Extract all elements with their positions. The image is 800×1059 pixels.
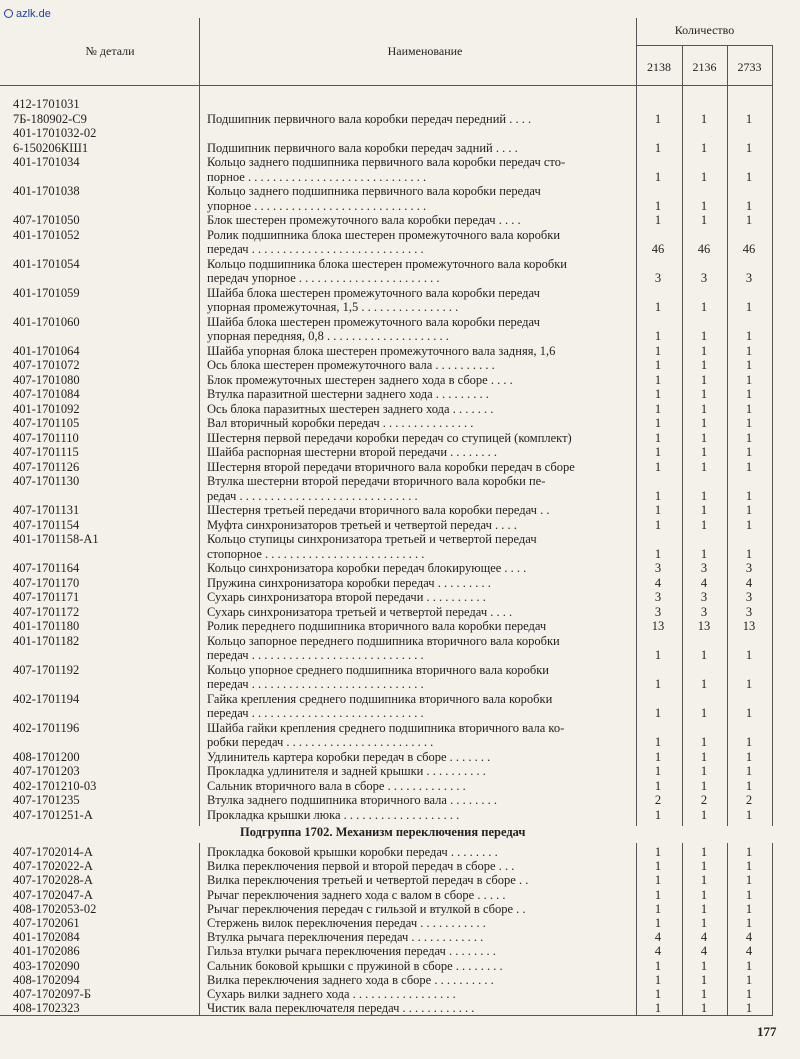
quantity-cell: 3 — [654, 604, 662, 619]
quantity-cell: 1 — [654, 430, 662, 445]
quantity-cell: 1 — [745, 873, 753, 888]
quantity-cell: 1 — [700, 706, 708, 720]
quantity-cell: 4 — [700, 944, 708, 959]
quantity-cell: 1 — [654, 358, 662, 372]
part-number: 402-1701196 — [13, 720, 80, 735]
quantity-cell: 1 — [745, 958, 753, 973]
quantity-cell: 1 — [745, 140, 753, 155]
quantity-cell: 1 — [654, 343, 662, 358]
quantity-cell: 1 — [654, 372, 662, 387]
part-name: Шестерня первой передачи коробки передач со ступицей (комплект) — [207, 430, 572, 445]
part-name: Сальник вторичного вала в сборе . . . . . . . . . . . . . — [207, 778, 466, 793]
header-model-2138: 2138 — [647, 60, 671, 74]
quantity-cell: 1 — [700, 916, 708, 930]
quantity-cell: 1 — [745, 488, 753, 503]
quantity-cell: 1 — [745, 329, 753, 343]
quantity-cell: 1 — [700, 488, 708, 503]
part-number: 407-1701115 — [13, 445, 79, 459]
quantity-cell: 4 — [700, 930, 708, 945]
part-name: Подшипник первичного вала коробки передач задний . . . . — [207, 140, 518, 155]
quantity-cell: 3 — [745, 561, 753, 575]
quantity-cell: 3 — [745, 604, 753, 619]
quantity-cell: 1 — [745, 901, 753, 916]
table2-border-left — [199, 843, 200, 1015]
quantity-cell: 3 — [654, 590, 662, 604]
quantity-cell: 1 — [654, 445, 662, 459]
part-number: 407-1701105 — [13, 416, 80, 430]
header-quantity: Количество — [674, 23, 735, 37]
quantity-cell: 1 — [700, 845, 708, 859]
part-name: Втулка шестерни второй передачи вторичного вала коробки пе- — [207, 474, 546, 488]
quantity-cell: 1 — [745, 859, 753, 874]
table-border-q3 — [772, 45, 773, 826]
quantity-cell: 1 — [700, 445, 708, 459]
part-name: Шайба блока шестерен промежуточного вала коробки передач — [207, 285, 540, 300]
header-name: Наименование — [387, 44, 463, 58]
quantity-cell: 3 — [700, 590, 708, 604]
quantity-cell: 1 — [700, 807, 708, 822]
part-name: робки передач . . . . . . . . . . . . . . . . . . . . . . . . — [207, 735, 434, 749]
quantity-cell: 1 — [654, 987, 662, 1001]
part-name: Рычаг переключения передач с гильзой и втулкой в сборе . . — [207, 901, 526, 916]
quantity-cell: 1 — [654, 958, 662, 973]
part-number: 407-1701131 — [13, 503, 80, 517]
part-name: Ролик переднего подшипника вторичного вала коробки передач — [207, 619, 547, 633]
quantity-cell: 1 — [654, 198, 662, 213]
part-number: 407-1701080 — [13, 372, 80, 387]
copyright-icon — [4, 9, 13, 18]
quantity-cell: 4 — [654, 944, 662, 959]
part-name: передач . . . . . . . . . . . . . . . . . . . . . . . . . . . . — [207, 242, 424, 256]
qty-header-divider — [636, 45, 773, 46]
quantity-cell: 1 — [745, 401, 753, 416]
table2-border-q2 — [727, 843, 728, 1015]
quantity-cell: 1 — [654, 401, 662, 416]
part-name: Шайба упорная блока шестерен промежуточного вала задняя, 1,6 — [207, 343, 556, 358]
quantity-cell: 1 — [745, 416, 753, 430]
part-name: Втулка паразитной шестерни заднего хода . . . . . . . . . — [207, 387, 489, 401]
quantity-cell: 1 — [745, 735, 753, 749]
quantity-cell: 3 — [745, 271, 753, 285]
quantity-cell: 1 — [745, 1001, 753, 1016]
part-name: Вилка переключения третьей и четвертой передач в сборе . . — [207, 873, 529, 888]
quantity-cell: 1 — [700, 735, 708, 749]
quantity-cell: 3 — [654, 271, 662, 285]
quantity-cell: 1 — [745, 648, 753, 662]
table-border-q1 — [682, 45, 683, 826]
quantity-cell: 4 — [745, 944, 753, 959]
quantity-cell: 1 — [700, 430, 708, 445]
quantity-cell: 1 — [700, 416, 708, 430]
part-number: 402-1701210-03 — [13, 778, 97, 793]
table-border-q2 — [727, 45, 728, 826]
quantity-cell: 1 — [700, 887, 708, 902]
part-number: 401-1701158-А1 — [13, 532, 99, 546]
quantity-cell: 1 — [745, 358, 753, 372]
quantity-cell: 1 — [654, 459, 662, 474]
quantity-cell: 1 — [700, 372, 708, 387]
part-number: 401-1701182 — [13, 633, 80, 648]
part-name: передач . . . . . . . . . . . . . . . . . . . . . . . . . . . . — [207, 648, 424, 662]
quantity-cell: 1 — [745, 706, 753, 720]
part-name: Шайба распорная шестерни второй передачи . . . . . . . . — [207, 445, 498, 459]
part-number: 408-1702094 — [13, 972, 80, 987]
quantity-cell: 1 — [745, 887, 753, 902]
part-name: Кольцо упорное среднего подшипника вторичного вала коробки — [207, 662, 549, 677]
part-number: 407-1701072 — [13, 358, 80, 372]
quantity-cell: 1 — [700, 1001, 708, 1016]
part-name: Вал вторичный коробки передач . . . . . . . . . . . . . . . — [207, 416, 474, 430]
part-number: 401-1702086 — [13, 944, 80, 959]
quantity-cell: 1 — [654, 845, 662, 859]
quantity-cell: 1 — [700, 169, 708, 184]
quantity-cell: 1 — [700, 749, 708, 764]
table2-border-name — [636, 843, 637, 1015]
quantity-cell: 1 — [654, 517, 662, 532]
quantity-cell: 1 — [700, 401, 708, 416]
quantity-cell: 1 — [654, 807, 662, 822]
quantity-cell: 1 — [654, 873, 662, 888]
part-name: Прокладка боковой крышки коробки передач . . . . . . . . — [207, 845, 498, 859]
part-number: 407-1701084 — [13, 387, 80, 401]
part-number: 7Б-180902-С9 — [13, 111, 87, 126]
quantity-cell: 1 — [745, 198, 753, 213]
watermark-text: azlk.de — [16, 8, 51, 20]
part-name: Сухарь синхронизатора третьей и четвертой передач . . . . — [207, 604, 513, 619]
part-number: 407-1702061 — [13, 916, 80, 930]
quantity-cell: 1 — [745, 445, 753, 459]
part-name: Сальник боковой крышки с пружиной в сборе . . . . . . . . — [207, 958, 503, 973]
quantity-cell: 1 — [654, 916, 662, 930]
part-name: Сухарь вилки заднего хода . . . . . . . . . . . . . . . . . — [207, 987, 456, 1001]
quantity-cell: 1 — [745, 972, 753, 987]
part-number: 407-1702047-А — [13, 887, 93, 902]
quantity-cell: 1 — [745, 343, 753, 358]
quantity-cell: 2 — [654, 793, 662, 807]
quantity-cell: 1 — [745, 807, 753, 822]
quantity-cell: 1 — [700, 198, 708, 213]
quantity-cell: 1 — [745, 213, 753, 227]
quantity-cell: 46 — [742, 242, 756, 256]
quantity-cell: 1 — [654, 648, 662, 662]
quantity-cell: 1 — [654, 887, 662, 902]
quantity-cell: 1 — [700, 300, 708, 314]
part-name: стопорное . . . . . . . . . . . . . . . . . . . . . . . . . . — [207, 546, 425, 561]
quantity-cell: 1 — [700, 387, 708, 401]
quantity-cell: 1 — [654, 706, 662, 720]
part-name: Шайба блока шестерен промежуточного вала коробки передач — [207, 314, 540, 329]
part-number: 401-1701038 — [13, 184, 80, 198]
quantity-cell: 1 — [700, 987, 708, 1001]
quantity-cell: 4 — [654, 575, 662, 590]
quantity-cell: 1 — [745, 517, 753, 532]
quantity-cell: 1 — [654, 111, 662, 126]
quantity-cell: 1 — [745, 677, 753, 691]
part-name: упорное . . . . . . . . . . . . . . . . . . . . . . . . . . . . — [207, 198, 427, 213]
quantity-cell: 1 — [700, 648, 708, 662]
quantity-cell: 1 — [654, 140, 662, 155]
part-name: передач . . . . . . . . . . . . . . . . . . . . . . . . . . . . — [207, 677, 424, 691]
part-name: Чистик вала переключателя передач . . . . . . . . . . . . — [207, 1001, 475, 1016]
part-number: 401-1701034 — [13, 155, 80, 169]
part-name: Муфта синхронизаторов третьей и четвертой передач . . . . — [207, 517, 517, 532]
quantity-cell: 1 — [745, 916, 753, 930]
part-name: передач . . . . . . . . . . . . . . . . . . . . . . . . . . . . — [207, 706, 424, 720]
quantity-cell: 1 — [745, 749, 753, 764]
part-name: Шайба гайки крепления среднего подшипника вторичного вала ко- — [207, 720, 565, 735]
quantity-cell: 13 — [697, 619, 711, 633]
quantity-cell: 46 — [697, 242, 711, 256]
quantity-cell: 1 — [654, 169, 662, 184]
part-number: 401-1701054 — [13, 256, 80, 271]
page-number: 177 — [757, 1024, 777, 1039]
part-number: 407-1701170 — [13, 575, 80, 590]
quantity-cell: 1 — [654, 488, 662, 503]
part-name: Рычаг переключения заднего хода с валом в сборе . . . . . — [207, 887, 506, 902]
part-number: 407-1701203 — [13, 764, 80, 778]
quantity-cell: 1 — [700, 459, 708, 474]
header-bottom-line — [0, 85, 773, 86]
part-number: 401-1701059 — [13, 285, 80, 300]
quantity-cell: 3 — [700, 271, 708, 285]
part-number: 407-1701164 — [13, 561, 80, 575]
part-number: 407-1701251-А — [13, 807, 93, 822]
part-name: Вилка переключения заднего хода в сборе . . . . . . . . . . — [207, 972, 494, 987]
table2-border-q1 — [682, 843, 683, 1015]
quantity-cell: 1 — [700, 343, 708, 358]
quantity-cell: 1 — [654, 329, 662, 343]
quantity-cell: 1 — [745, 111, 753, 126]
part-number: 407-1701172 — [13, 604, 80, 619]
quantity-cell: 1 — [654, 300, 662, 314]
quantity-cell: 1 — [700, 958, 708, 973]
part-number: 407-1701154 — [13, 517, 80, 532]
part-number: 6-150206КШ1 — [13, 140, 89, 155]
part-name: Вилка переключения первой и второй передач в сборе . . . — [207, 859, 515, 874]
watermark — [4, 8, 51, 20]
quantity-cell: 1 — [700, 764, 708, 778]
part-name: Кольцо запорное переднего подшипника вторичного вала коробки — [207, 633, 560, 648]
part-name: Стержень вилок переключения передач . . . . . . . . . . . — [207, 916, 486, 930]
part-number: 401-1701180 — [13, 619, 80, 633]
part-name: Кольцо подшипника блока шестерен промежуточного вала коробки — [207, 256, 567, 271]
quantity-cell: 1 — [700, 517, 708, 532]
quantity-cell: 1 — [700, 901, 708, 916]
quantity-cell: 1 — [654, 859, 662, 874]
quantity-cell: 1 — [654, 546, 662, 561]
quantity-cell: 1 — [654, 1001, 662, 1016]
quantity-cell: 1 — [654, 901, 662, 916]
quantity-cell: 1 — [700, 358, 708, 372]
quantity-cell: 1 — [745, 430, 753, 445]
part-name: Подшипник первичного вала коробки передач передний . . . . — [207, 111, 532, 126]
quantity-cell: 1 — [745, 459, 753, 474]
quantity-cell: 1 — [700, 140, 708, 155]
quantity-cell: 46 — [651, 242, 665, 256]
quantity-cell: 4 — [745, 575, 753, 590]
quantity-cell: 1 — [700, 778, 708, 793]
part-number: 401-1701032-02 — [13, 126, 97, 140]
part-number: 407-1701130 — [13, 474, 80, 488]
quantity-cell: 13 — [651, 619, 665, 633]
header-part-number: № детали — [85, 44, 135, 58]
header-model-2136: 2136 — [692, 60, 717, 74]
quantity-cell: 1 — [700, 329, 708, 343]
part-number: 401-1701052 — [13, 227, 80, 242]
quantity-cell: 1 — [654, 749, 662, 764]
part-name: редач . . . . . . . . . . . . . . . . . . . . . . . . . . . . . — [207, 488, 418, 503]
quantity-cell: 1 — [745, 546, 753, 561]
part-name: упорная промежуточная, 1,5 . . . . . . . . . . . . . . . . — [207, 300, 459, 314]
quantity-cell: 1 — [700, 677, 708, 691]
quantity-cell: 1 — [700, 972, 708, 987]
part-name: Блок промежуточных шестерен заднего хода в сборе . . . . — [207, 372, 513, 387]
part-name: Ось блока шестерен промежуточного вала . . . . . . . . . . — [207, 358, 495, 372]
quantity-cell: 1 — [700, 873, 708, 888]
quantity-cell: 3 — [745, 590, 753, 604]
part-name: Блок шестерен промежуточного вала коробки передач . . . . — [207, 213, 521, 227]
part-number: 407-1702022-А — [13, 859, 93, 874]
part-number: 407-1701110 — [13, 430, 79, 445]
part-number: 407-1701126 — [13, 459, 80, 474]
part-name: Гильза втулки рычага переключения передач . . . . . . . . — [207, 944, 496, 959]
part-number: 402-1701194 — [13, 691, 80, 706]
quantity-cell: 13 — [742, 619, 756, 633]
quantity-cell: 1 — [745, 169, 753, 184]
table2-border-q3 — [772, 843, 773, 1015]
quantity-cell: 1 — [745, 372, 753, 387]
quantity-cell: 1 — [654, 735, 662, 749]
part-name: передач упорное . . . . . . . . . . . . . . . . . . . . . . . — [207, 271, 440, 285]
part-name: Втулка заднего подшипника вторичного вала . . . . . . . . — [207, 793, 497, 807]
quantity-cell: 1 — [700, 859, 708, 874]
quantity-cell: 1 — [745, 503, 753, 517]
header-model-2733: 2733 — [737, 60, 762, 74]
part-number: 412-1701031 — [13, 97, 80, 111]
quantity-cell: 2 — [745, 793, 753, 807]
quantity-cell: 4 — [654, 930, 662, 945]
quantity-cell: 1 — [745, 987, 753, 1001]
quantity-cell: 3 — [654, 561, 662, 575]
quantity-cell: 4 — [745, 930, 753, 945]
part-number: 407-1701050 — [13, 213, 80, 227]
part-name: Сухарь синхронизатора второй передачи . . . . . . . . . . — [207, 590, 486, 604]
quantity-cell: 1 — [700, 111, 708, 126]
quantity-cell: 1 — [700, 546, 708, 561]
quantity-cell: 1 — [745, 845, 753, 859]
part-number: 401-1702084 — [13, 930, 80, 945]
part-name: Шестерня второй передачи вторичного вала коробки передач в сборе — [207, 459, 575, 474]
part-name: упорная передняя, 0,8 . . . . . . . . . . . . . . . . . . . . — [207, 329, 449, 343]
quantity-cell: 3 — [700, 561, 708, 575]
quantity-cell: 1 — [654, 503, 662, 517]
table-border-name — [636, 18, 637, 826]
part-number: 407-1701171 — [13, 590, 80, 604]
quantity-cell: 1 — [654, 213, 662, 227]
part-number: 408-1701200 — [13, 749, 80, 764]
quantity-cell: 1 — [654, 677, 662, 691]
part-name: Гайка крепления среднего подшипника вторичного вала коробки — [207, 691, 553, 706]
quantity-cell: 1 — [654, 416, 662, 430]
table-border-left — [199, 18, 200, 826]
quantity-cell: 3 — [700, 604, 708, 619]
part-name: Ось блока паразитных шестерен заднего хода . . . . . . . — [207, 401, 494, 416]
part-number: 407-1701235 — [13, 793, 80, 807]
part-name: порное . . . . . . . . . . . . . . . . . . . . . . . . . . . . . — [207, 169, 427, 184]
part-number: 407-1702097-Б — [13, 987, 92, 1001]
part-name: Кольцо заднего подшипника первичного вала коробки передач — [207, 184, 541, 198]
part-number: 408-1702323 — [13, 1001, 80, 1016]
quantity-cell: 2 — [700, 793, 708, 807]
part-number: 407-1702028-А — [13, 873, 93, 888]
part-name: Ролик подшипника блока шестерен промежуточного вала коробки — [207, 227, 561, 242]
quantity-cell: 1 — [700, 503, 708, 517]
quantity-cell: 1 — [745, 764, 753, 778]
subgroup-title: Подгруппа 1702. Механизм переключения передач — [240, 825, 526, 839]
part-name: Шестерня третьей передачи вторичного вала коробки передач . . — [207, 503, 550, 517]
quantity-cell: 1 — [745, 300, 753, 314]
part-name: Втулка рычага переключения передач . . . . . . . . . . . . — [207, 930, 484, 945]
part-number: 401-1701060 — [13, 314, 80, 329]
quantity-cell: 1 — [654, 972, 662, 987]
part-name: Пружина синхронизатора коробки передач . . . . . . . . . — [207, 575, 491, 590]
part-number: 407-1701192 — [13, 662, 80, 677]
quantity-cell: 1 — [654, 387, 662, 401]
part-name: Прокладка крышки люка . . . . . . . . . . . . . . . . . . . — [207, 807, 460, 822]
part-number: 407-1702014-А — [13, 845, 93, 859]
part-number: 401-1701092 — [13, 401, 80, 416]
part-name: Кольцо заднего подшипника первичного вала коробки передач сто- — [207, 155, 566, 169]
part-name: Удлинитель картера коробки передач в сборе . . . . . . . — [207, 749, 491, 764]
part-number: 408-1702053-02 — [13, 901, 97, 916]
quantity-cell: 1 — [654, 778, 662, 793]
part-name: Кольцо синхронизатора коробки передач блокирующее . . . . — [207, 561, 527, 575]
quantity-cell: 1 — [654, 764, 662, 778]
part-name: Кольцо ступицы синхронизатора третьей и четвертой передач — [207, 532, 537, 546]
quantity-cell: 1 — [745, 387, 753, 401]
part-name: Прокладка удлинителя и задней крышки . . . . . . . . . . — [207, 764, 486, 778]
part-number: 403-1702090 — [13, 958, 80, 973]
quantity-cell: 1 — [700, 213, 708, 227]
part-number: 401-1701064 — [13, 343, 80, 358]
quantity-cell: 1 — [745, 778, 753, 793]
quantity-cell: 4 — [700, 575, 708, 590]
